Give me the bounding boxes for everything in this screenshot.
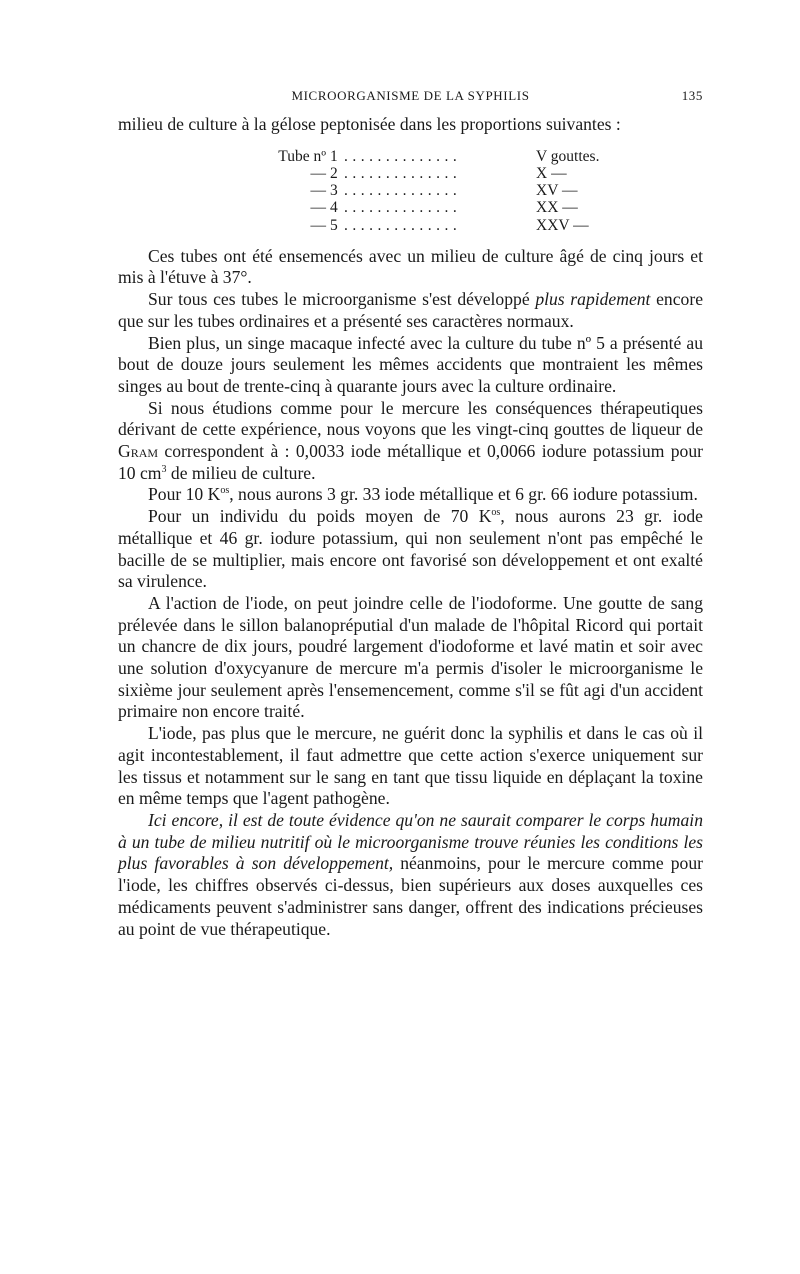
- paragraph-iode: L'iode, pas plus que le mercure, ne guérit donc la syphilis et dans le cas où il agit incontestablement, il faut admettre que cette action s'exerce uniquement sur les tissus et notamment sur le sang en tant que tissu liquide en déplaçant la toxine en même temps que l'agent pathogène.: [118, 723, 703, 809]
- paragraph-text: , nous aurons 3 gr. 33 iode métallique et 6 gr. 66 iodure potassium.: [229, 484, 698, 505]
- tube-value: XXV —: [536, 216, 589, 234]
- emphasis-text: plus rapidement: [535, 289, 651, 310]
- author-name: Gram: [118, 441, 159, 462]
- paragraph-text: Pour 10 K: [148, 484, 221, 505]
- tube-label: —: [310, 182, 326, 200]
- tube-value: XX —: [536, 199, 578, 217]
- paragraph-text: néanmoins, pour le mercure comme pour l'iode, les chiffres observés ci-dessus, bien supérieurs aux doses auxquelles ces médicaments peuvent s'administrer sans danger, offrent des indications précieuses au point de vue thérapeutique.: [118, 853, 703, 939]
- tube-value: XV —: [536, 182, 578, 200]
- leader-dots: ..............: [344, 216, 462, 234]
- tube-row: [230, 182, 703, 199]
- tube-number: 5: [330, 216, 338, 234]
- tube-number: 3: [330, 182, 338, 200]
- running-title: MICROORGANISME DE LA SYPHILIS: [291, 88, 530, 103]
- running-header: [118, 88, 703, 110]
- paragraph-therapeutic: [118, 398, 703, 485]
- superscript: os: [491, 507, 501, 519]
- leader-dots: ..............: [344, 147, 462, 165]
- paragraph-incubation: Ces tubes ont été ensemencés avec un milieu de culture âgé de cinq jours et mis à l'étuve à 37°.: [118, 245, 703, 288]
- emphasis-text: Ici encore, il est de toute évidence qu'on ne saurait comparer le corps humain à un tube de milieu nutritif où le microorganisme trouve réunies les conditions les plus favorables à son développement,: [118, 810, 703, 874]
- paragraph-10kg: [118, 484, 703, 506]
- paragraph-text: de milieu de culture.: [166, 462, 316, 483]
- paragraph-text: Pour un individu du poids moyen de 70 K: [148, 506, 492, 527]
- tube-row: [230, 165, 703, 182]
- leader-dots: ..............: [344, 199, 462, 217]
- paragraph-macaque: Bien plus, un singe macaque infecté avec la culture du tube nº 5 a présenté au bout de douze jours seulement les mêmes accidents que montraient les mêmes singes au bout de trente-cinq à quarante jours avec la culture ordinaire.: [118, 332, 703, 396]
- tube-value: X —: [536, 164, 567, 182]
- superscript: os: [220, 485, 230, 497]
- tube-row: [230, 217, 703, 234]
- superscript: 3: [161, 463, 167, 475]
- paragraph-text: Si nous étudions comme pour le mercure les conséquences thérapeutiques dérivant de cette expérience, nous voyons que les vingt-cinq gouttes de liqueur de: [118, 397, 703, 440]
- intro-line: milieu de culture à la gélose peptonisée dans les proportions suivantes :: [118, 114, 621, 134]
- leader-dots: ..............: [344, 164, 462, 182]
- paragraph-development: [118, 289, 703, 332]
- paragraph-70kg: [118, 506, 703, 593]
- tube-number: 2: [330, 164, 338, 182]
- book-page: [118, 88, 703, 940]
- tube-row: [230, 148, 703, 165]
- tube-number: 1: [330, 147, 338, 165]
- tube-row: [230, 199, 703, 216]
- tube-table: [230, 148, 703, 234]
- tube-number: 4: [330, 199, 338, 217]
- paragraph-text: Sur tous ces tubes le microorganisme s'est développé: [148, 289, 536, 310]
- leader-dots: ..............: [344, 182, 462, 200]
- tube-label: Tube nº: [278, 147, 326, 165]
- page-number: 135: [681, 88, 703, 103]
- paragraph-conclusion: [118, 810, 703, 940]
- tube-value: V gouttes.: [536, 147, 600, 165]
- tube-label: —: [310, 164, 326, 182]
- tube-label: —: [310, 216, 326, 234]
- paragraph-text: , nous aurons 23 gr. iode métallique et 46 gr. iodure potassium, qui non seulement n'ont pas empêché le bacille de se multiplier, mais encore ont favorisé son développement et ont exalté sa virulence.: [118, 506, 703, 592]
- tube-label: —: [310, 199, 326, 217]
- paragraph-iodoform: A l'action de l'iode, on peut joindre celle de l'iodoforme. Une goutte de sang prélevée dans le sillon balanopréputial d'un malade de l'hôpital Ricord qui portait un chancre de dix jours, poudré largement d'iodoforme et lavé matin et soir avec une solution d'oxycyanure de mercure m'a permis d'isoler le microorganisme le sixième jour seulement après l'ensemencement, comme s'il se fût agi d'un accident primaire non encore traité.: [118, 592, 703, 722]
- paragraph-text: correspondent à : 0,0033 iode métallique et 0,0066 iodure potassium pour 10 cm: [118, 441, 703, 483]
- paragraph-text: encore que sur les tubes ordinaires et a présenté ses caractères normaux.: [118, 289, 704, 331]
- body-text: [118, 114, 703, 940]
